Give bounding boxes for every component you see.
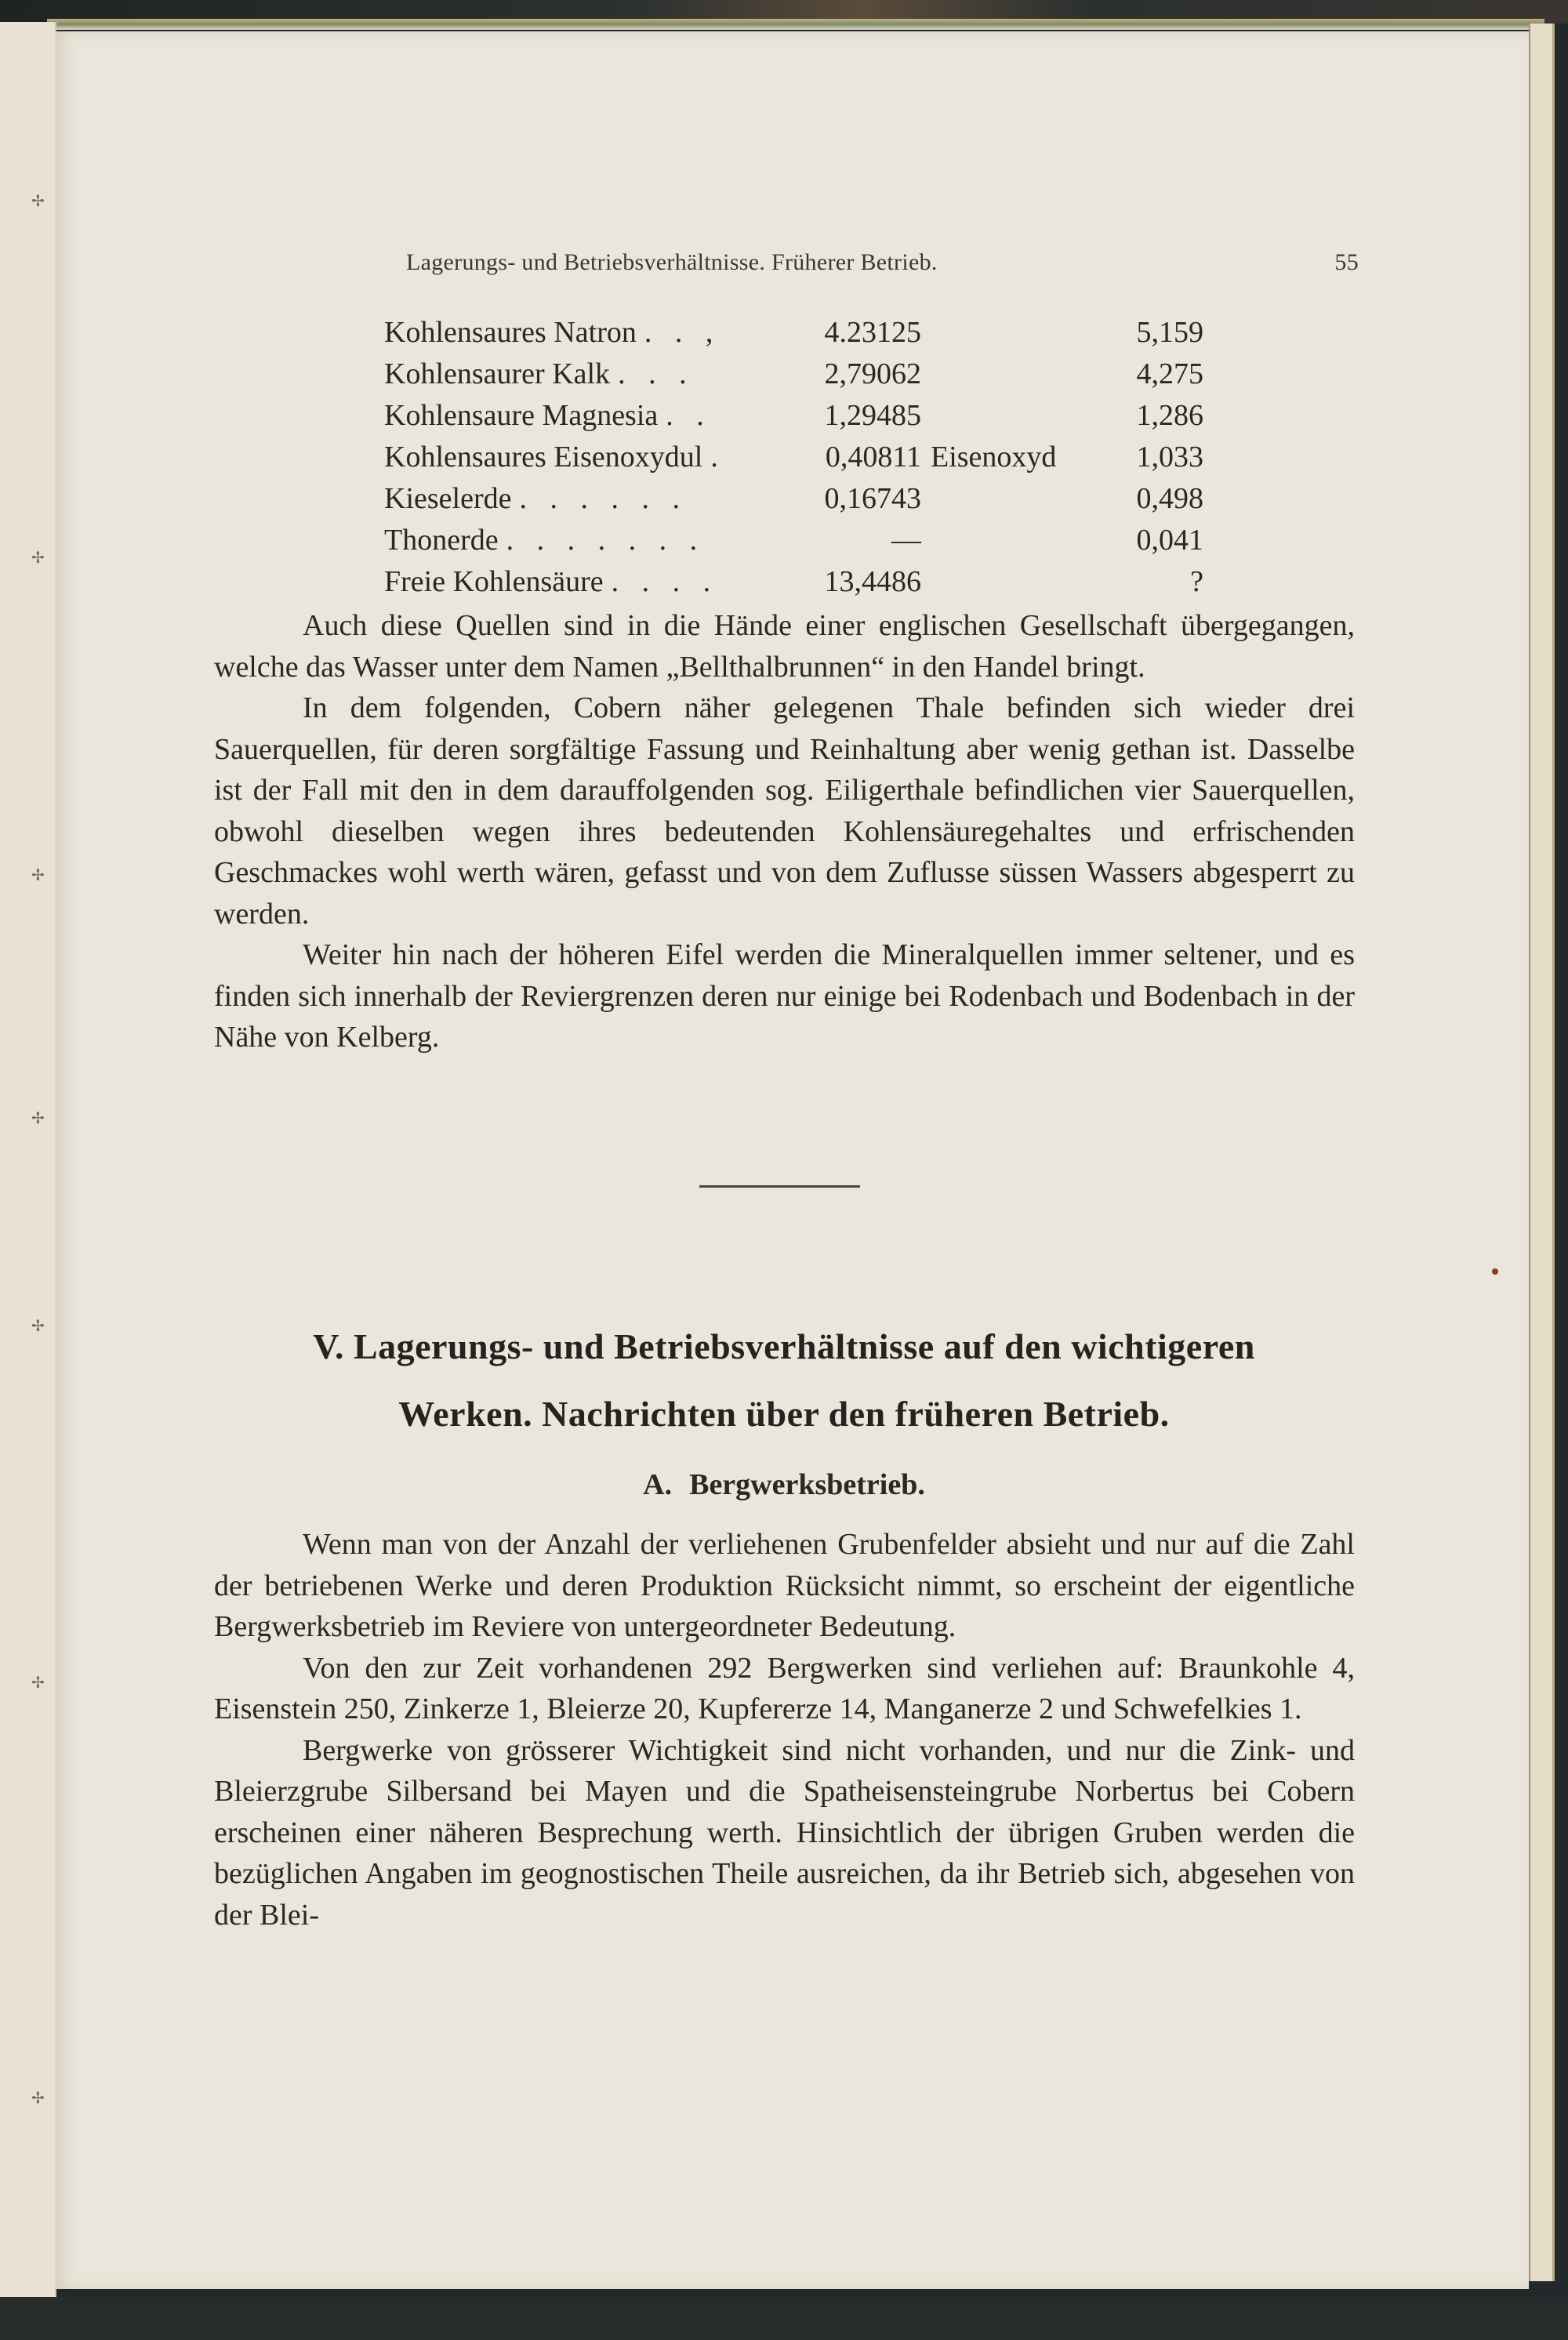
note-column [921,354,1078,395]
note-column: Eisenoxyd [931,441,1057,473]
table-row [384,520,1203,561]
section-divider-rule [699,1185,860,1188]
section-heading-line-2: Werken. Nachrichten über den früheren Betrieb. [398,1394,1170,1434]
dot-leader: . . . . [611,565,719,598]
substance-name: Kieselerde [384,482,512,515]
section-heading [212,1313,1356,1448]
paragraph: Weiter hin nach der höheren Eifel werden die Mineralquellen immer seltener, und es finden sich innerhalb der Reviergrenzen deren nur einige bei Rodenbach und Bodenbach in der Nähe von Kelberg. [214,938,1355,1054]
value-column-2: 5,159 [1136,316,1203,349]
dot-leader: . . . . . . [519,482,688,515]
binding-thread-mark: ✢ [31,1318,45,1335]
value-column-2: 0,041 [1136,524,1203,557]
table-row [384,561,1203,603]
value-column-2: 1,286 [1136,399,1203,432]
paragraph: Bergwerke von grösserer Wichtigkeit sind nicht vorhanden, und nur die Zink- und Bleierzgrube Silbersand bei Mayen und die Spatheisensteingrube Norbertus bei Cobern erscheinen einer näheren Besprechung werth. Hinsichtlich der übrigen Gruben werden die bezüglichen Angaben im geognostischen Theile ausreichen, da ihr Betrieb sich, abgesehen von der Blei- [214,1733,1355,1932]
paper-blemish [1492,1268,1498,1275]
substance-cell [384,312,811,354]
subsection-title: Bergwerksbetrieb. [689,1468,925,1501]
table-row [384,395,1203,437]
page-gilt-edge [47,19,1544,30]
value-column-2: 1,033 [1136,441,1203,473]
subsection-letter: A. [643,1468,673,1501]
substance-name: Kohlensaure Magnesia [384,399,659,432]
paragraph: In dem folgenden, Cobern näher gelegenen Thale befinden sich wieder drei Sauerquellen, für deren sorgfältige Fassung und Reinhaltung aber wenig gethan ist. Dasselbe ist der Fall mit den in dem darauffolgenden sog. Eiligerthale befindlichen vier Sauerquellen, obwohl dieselben wegen ihres bedeutenden Kohlensäuregehaltes und erfrischenden Geschmackes wohl werth wären, gefasst und von dem Zuflusse süssen Wassers abgesperrt zu werden. [214,691,1355,931]
note-column [921,312,1078,354]
substance-name: Kohlensaures Eisenoxydul [384,441,703,473]
paragraph: Wenn man von der Anzahl der verliehenen Grubenfelder absieht und nur auf die Zahl der betriebenen Werke und deren Produktion Rücksicht nimmt, so erscheint der eigentliche Bergwerksbetrieb im Reviere von untergeordneter Bedeutung. [214,1528,1355,1643]
substance-cell [384,561,811,603]
value-column-1: 1,29485 [824,399,921,432]
table-row [384,354,1203,395]
dot-leader: . . . [618,357,695,390]
substance-name: Thonerde [384,524,499,557]
value-column-2: 0,498 [1136,482,1203,515]
value-column-1: — [891,524,921,557]
note-column [921,478,1078,520]
binding-thread-mark: ✢ [31,550,45,567]
dot-leader: . [710,441,726,473]
dot-leader: . . , [644,316,721,349]
value-column-1: 13,4486 [824,565,921,598]
binding-thread-mark: ✢ [31,193,45,210]
note-column [921,561,1078,603]
binding-thread-mark: ✢ [31,1674,45,1692]
substance-name: Freie Kohlensäure [384,565,604,598]
substance-cell [384,478,811,520]
page-number: 55 [1334,249,1359,275]
table-row [384,312,1203,354]
subsection-heading [212,1467,1356,1502]
paragraph: Auch diese Quellen sind in die Hände einer englischen Gesellschaft übergegangen, welche das Wasser unter dem Namen „Bellthalbrunnen“ in den Handel bringt. [214,609,1355,684]
note-column [921,520,1078,561]
body-text-bottom [214,1524,1355,1935]
table-row [384,437,1203,478]
value-column-1: 4.23125 [824,316,921,349]
dot-leader: . . . . . . . [506,524,706,557]
table-row [384,478,1203,520]
running-title: Lagerungs- und Betriebsverhältnisse. Früherer Betrieb. [406,249,938,275]
note-column [921,395,1078,437]
section-heading-line-1: V. Lagerungs- und Betriebsverhältnisse auf den wichtigeren [313,1326,1255,1366]
book-cover-bottom [0,2297,1568,2340]
value-column-2: 4,275 [1136,357,1203,390]
running-header [406,249,1359,276]
substance-cell [384,520,811,561]
body-text-top [214,605,1355,1058]
substance-cell [384,395,811,437]
binding-thread-mark: ✢ [31,2090,45,2107]
substance-cell [384,354,811,395]
page-stack-edge [1529,24,1555,2281]
value-column-1: 0,16743 [824,482,921,515]
facing-page-edge [0,22,56,2299]
substance-name: Kohlensaurer Kalk [384,357,611,390]
mineral-analysis-table [384,312,1203,603]
binding-thread-mark: ✢ [31,867,45,884]
value-column-1: 0,40811 [825,441,921,473]
substance-cell [384,437,811,478]
paragraph: Von den zur Zeit vorhandenen 292 Bergwerken sind verliehen auf: Braunkohle 4, Eisenstein 250, Zinkerze 1, Bleierze 20, Kupfererze 14, Manganerze 2 und Schwefelkies 1. [214,1651,1355,1725]
binding-thread-mark: ✢ [31,1110,45,1127]
substance-name: Kohlensaures Natron [384,316,637,349]
value-column-2: ? [1190,565,1203,598]
dot-leader: . . [666,399,712,432]
value-column-1: 2,79062 [824,357,921,390]
